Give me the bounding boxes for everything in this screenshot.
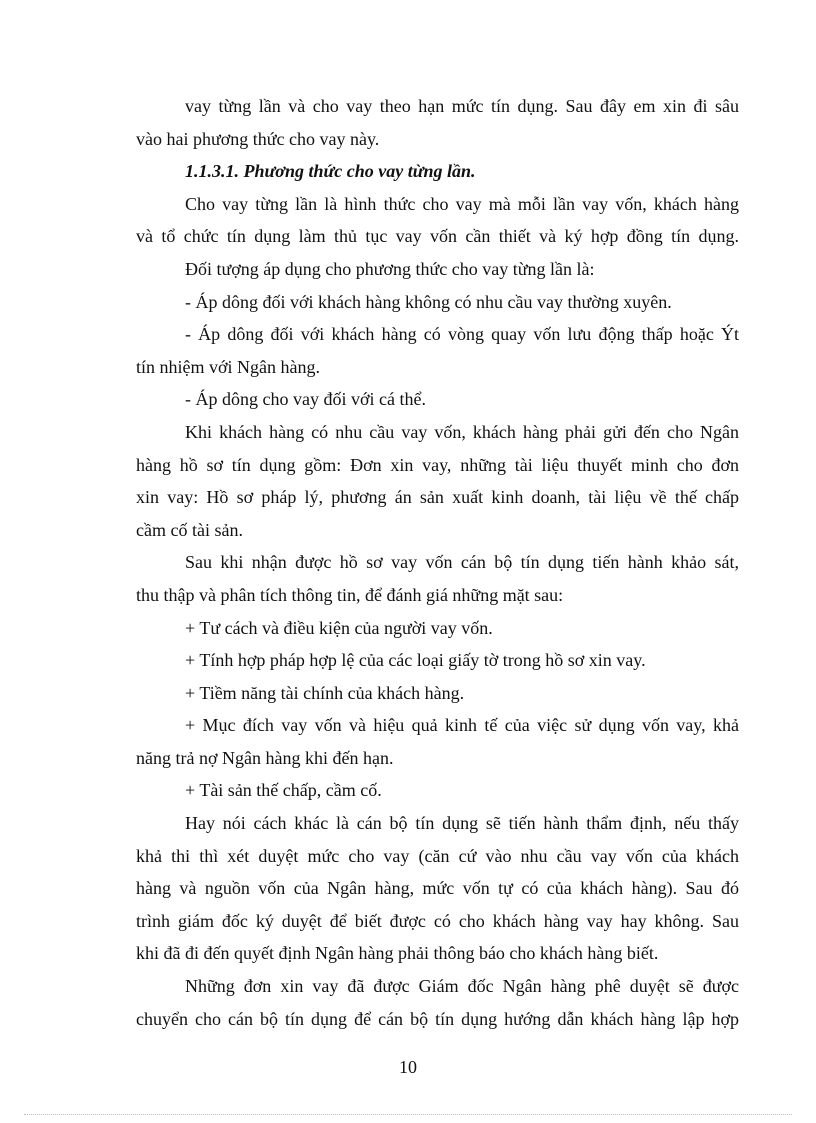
text-line: Khi khách hàng có nhu cầu vay vốn, khách hàng phải gửi đến cho Ngân [185,421,739,442]
text-line: hàng và nguồn vốn của Ngân hàng, mức vốn tự có của khách hàng). Sau đó [136,878,739,899]
text-line: hàng hồ sơ tín dụng gồm: Đơn xin vay, những tài liệu thuyết minh cho đơn [136,454,739,475]
text-line: Những đơn xin vay đã được Giám đốc Ngân hàng phê duyệt sẽ được [185,976,739,997]
text-line: thu thập và phân tích thông tin, để đánh giá những mặt sau: [136,584,564,605]
text-line: - Áp dông đối với khách hàng có vòng quay vốn lưu động thấp hoặc Ýt [185,324,739,345]
page-bottom-border [24,1114,792,1115]
text-line: chuyển cho cán bộ tín dụng để cán bộ tín dụng hướng dẫn khách hàng lập hợp [136,1008,739,1029]
text-line: - Áp dông cho vay đối với cá thể. [185,389,426,410]
text-line: khả thi thì xét duyệt mức cho vay (căn cứ vào nhu cầu vay vốn của khách [136,845,739,866]
body-text [136,92,739,1037]
text-line: tín nhiệm với Ngân hàng. [136,356,320,377]
text-line: trình giám đốc ký duyệt để biết được có cho khách hàng vay hay không. Sau [136,910,739,931]
text-line: + Tài sản thế chấp, cầm cố. [185,780,382,801]
text-line: xin vay: Hồ sơ pháp lý, phương án sản xuất kinh doanh, tài liệu về thế chấp [136,487,739,508]
text-line: và tổ chức tín dụng làm thủ tục vay vốn cần thiết và ký hợp đồng tín dụng. [136,226,739,247]
text-line: vay từng lần và cho vay theo hạn mức tín dụng. Sau đây em xin đi sâu [185,96,739,116]
text-line: Đối tượng áp dụng cho phương thức cho vay từng lần là: [185,258,595,279]
text-line: năng trả nợ Ngân hàng khi đến hạn. [136,747,394,768]
page-number: 10 [399,1057,417,1077]
text-line: + Tính hợp pháp hợp lệ của các loại giấy tờ trong hồ sơ xin vay. [185,650,646,671]
text-line: + Tư cách và điều kiện của người vay vốn. [185,617,493,638]
text-line: Hay nói cách khác là cán bộ tín dụng sẽ tiến hành thẩm định, nếu thấy [185,813,739,834]
text-line: cầm cố tài sản. [136,519,243,540]
text-line: khi đã đi đến quyết định Ngân hàng phải thông báo cho khách hàng biết. [136,943,659,964]
text-line: + Mục đích vay vốn và hiệu quả kinh tế của việc sử dụng vốn vay, khả [185,715,739,736]
section-heading: 1.1.3.1. Phương thức cho vay từng lần. [185,161,476,182]
text-line: Sau khi nhận được hồ sơ vay vốn cán bộ tín dụng tiến hành khảo sát, [185,552,739,573]
text-line: + Tiềm năng tài chính của khách hàng. [185,682,465,703]
text-line: vào hai phương thức cho vay này. [136,128,380,149]
text-line: Cho vay từng lần là hình thức cho vay mà mỗi lần vay vốn, khách hàng [185,193,739,214]
text-line: - Áp dông đối với khách hàng không có nhu cầu vay thường xuyên. [185,291,672,312]
